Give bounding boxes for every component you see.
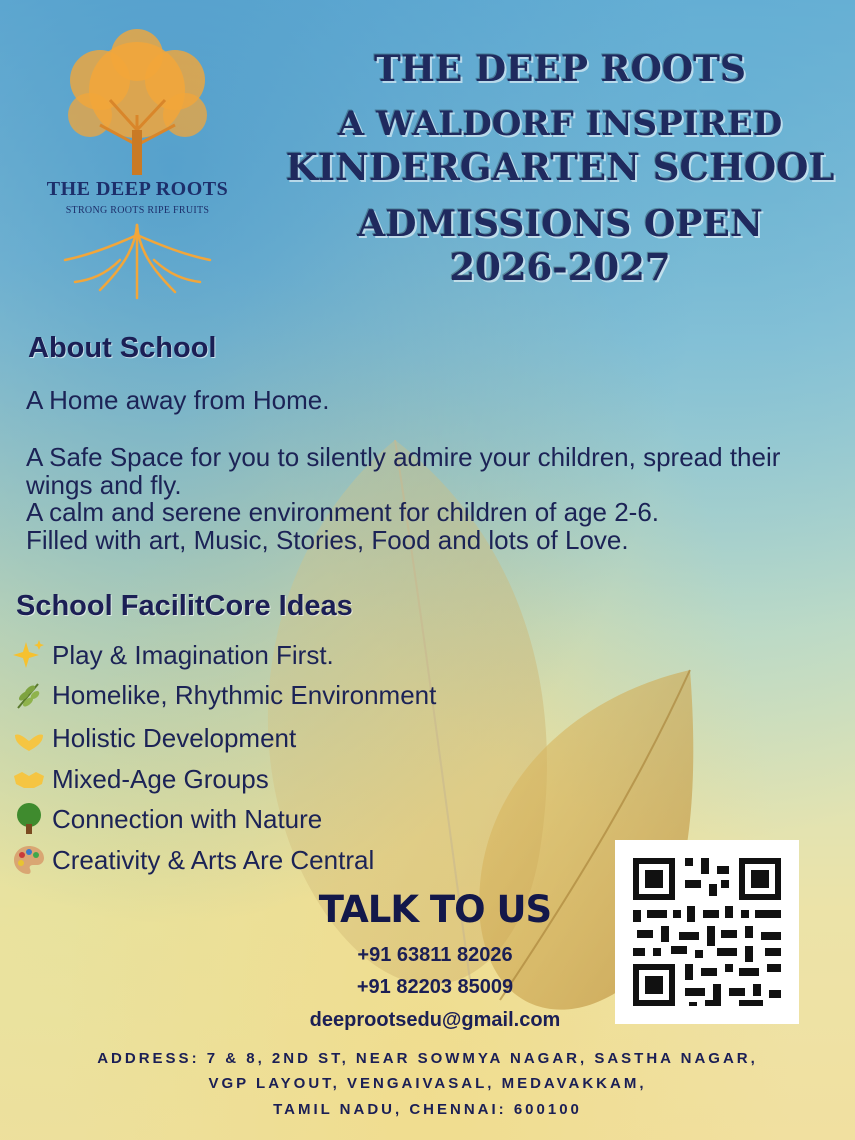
- idea-item: [12, 762, 269, 796]
- about-line-3: A calm and serene environment for children of age 2-6.: [26, 497, 660, 527]
- tree-icon: [12, 802, 46, 836]
- email-address[interactable]: deeprootsedu@gmail.com: [309, 1009, 561, 1031]
- palette-icon: [12, 843, 46, 877]
- handshake-icon: [12, 762, 46, 796]
- address-line-1: ADDRESS: 7 & 8, 2ND ST, NEAR SOWMYA NAGAR, SASTHA NAGAR,: [97, 1050, 758, 1067]
- idea-label: Homelike, Rhythmic Environment: [52, 679, 437, 710]
- headline-year: 2026-2027: [449, 245, 671, 289]
- headline-admissions: ADMISSIONS OPEN: [357, 203, 763, 245]
- logo-name: THE DEEP ROOTS: [46, 178, 229, 200]
- herb-icon: [12, 678, 46, 712]
- school-logo: [20, 20, 255, 305]
- idea-label: Holistic Development: [52, 722, 297, 753]
- about-line-2: A Safe Space for you to silently admire your children, spread their wings and fly.: [26, 442, 781, 500]
- logo-tagline: STRONG ROOTS RIPE FRUITS: [65, 205, 210, 216]
- idea-label: Creativity & Arts Are Central: [52, 844, 375, 875]
- phone-number-2[interactable]: +91 82203 85009: [356, 976, 514, 998]
- idea-item: [12, 843, 374, 877]
- idea-label: Connection with Nature: [52, 803, 323, 834]
- tree-icon: [20, 20, 255, 305]
- contact-title: TALK TO US: [318, 888, 552, 931]
- idea-item: [12, 678, 436, 712]
- headline-subtitle-1: A WALDORF INSPIRED: [337, 104, 783, 144]
- hearts-hands-icon: [12, 721, 46, 755]
- idea-item: [12, 721, 296, 755]
- headline-subtitle-2: KINDERGARTEN SCHOOL: [285, 145, 835, 189]
- idea-label: Mixed-Age Groups: [52, 763, 269, 794]
- qr-code[interactable]: [615, 840, 799, 1024]
- about-line-1: A Home away from Home.: [26, 385, 330, 415]
- idea-item: [12, 802, 322, 836]
- about-section-title: About School: [28, 332, 217, 364]
- headline-school-name: THE DEEP ROOTS: [374, 48, 746, 90]
- qr-code-icon: [615, 840, 799, 1024]
- idea-label: Play & Imagination First.: [52, 639, 334, 670]
- facilities-section-title: School FacilitCore Ideas: [16, 590, 353, 622]
- idea-item: [12, 638, 334, 672]
- address-line-2: VGP LAYOUT, VENGAIVASAL, MEDAVAKKAM,: [208, 1075, 647, 1092]
- about-line-4: Filled with art, Music, Stories, Food and lots of Love.: [26, 525, 629, 555]
- phone-number-1[interactable]: +91 63811 82026: [357, 944, 513, 966]
- sparkles-icon: [12, 638, 46, 672]
- address-line-3: TAMIL NADU, CHENNAI: 600100: [273, 1101, 582, 1118]
